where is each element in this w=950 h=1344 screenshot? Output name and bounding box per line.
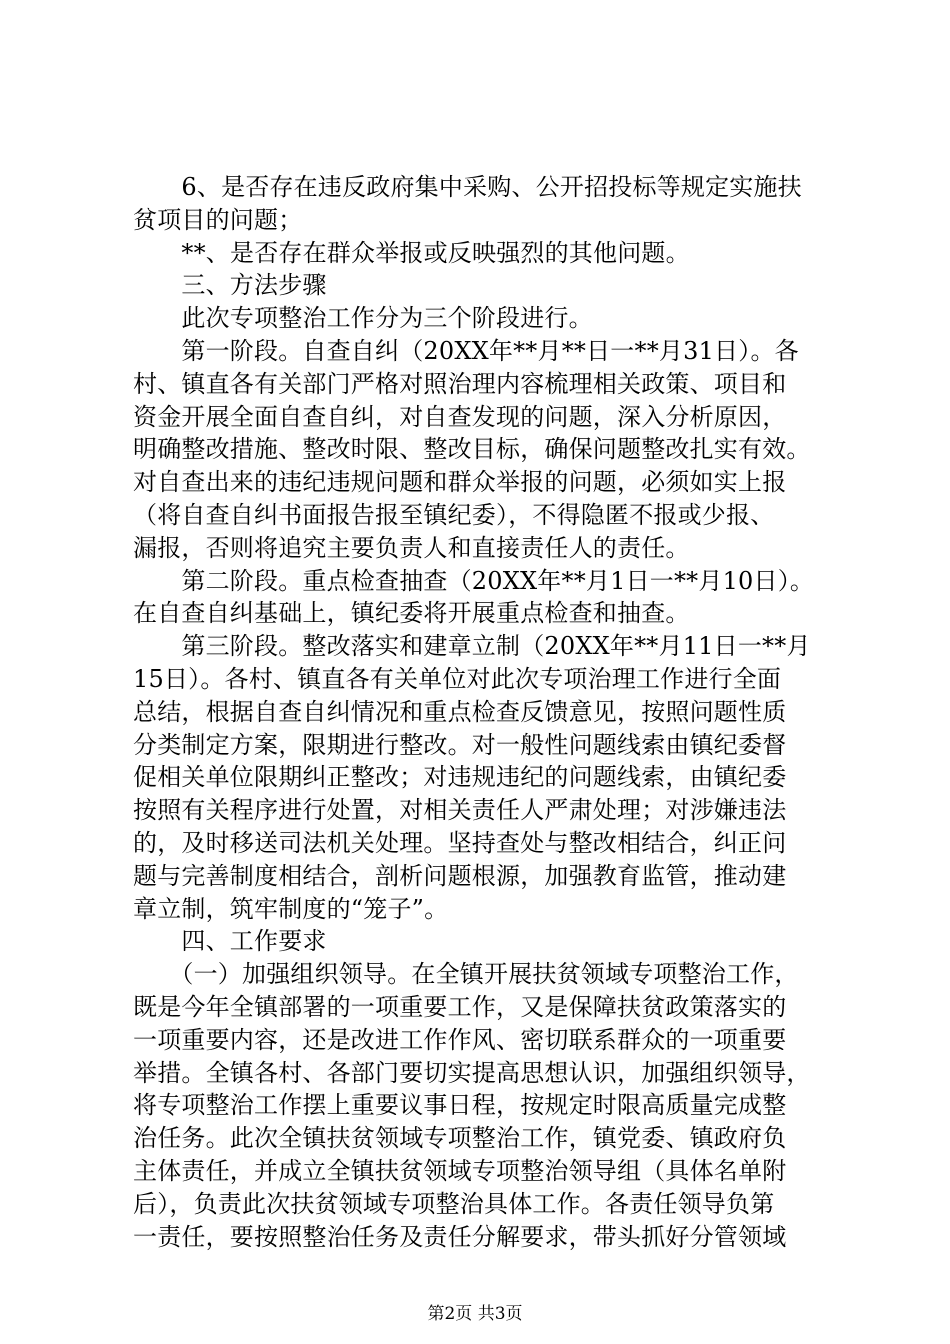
section-heading: 四、工作要求 [133,927,327,956]
text-line: 第三阶段。整改落实和建章立制（20XX年**月11日一**月 [133,632,811,661]
text-line: 村、镇直各有关部门严格对照治理内容梳理相关政策、项目和 [133,369,787,398]
text-line: 分类制定方案，限期进行整改。对一般性问题线索由镇纪委督 [133,730,787,759]
text-line: 促相关单位限期纠正整改；对违规违纪的问题线索，由镇纪委 [133,763,787,792]
text-line: （一）加强组织领导。在全镇开展扶贫领域专项整治工作， [133,960,799,989]
text-line: 既是今年全镇部署的一项重要工作，又是保障扶贫政策落实的 [133,992,787,1021]
text-line: （将自查自纠书面报告报至镇纪委），不得隐匿不报或少报、 [133,500,775,529]
text-line: 题与完善制度相结合，剖析问题根源，加强教育监管，推动建 [133,861,787,890]
text-line: 按照有关程序进行处置，对相关责任人严肃处理；对涉嫌违法 [133,796,787,825]
text-line: 明确整改措施、整改时限、整改目标，确保问题整改扎实有效。 [133,435,811,464]
text-line: 后），负责此次扶贫领域专项整治具体工作。各责任领导负第 [133,1189,775,1218]
document-body [133,171,853,1253]
text-line: 主体责任，并成立全镇扶贫领域专项整治领导组（具体名单附 [133,1156,787,1185]
text-line: 15日）。各村、镇直各有关单位对此次专项治理工作进行全面 [133,664,782,693]
text-line: 对自查出来的违纪违规问题和群众举报的问题，必须如实上报 [133,468,787,497]
text-line: 总结，根据自查自纠情况和重点检查反馈意见，按照问题性质 [133,697,787,726]
text-line: 章立制，筑牢制度的“笼子”。 [133,894,449,923]
text-line: 6、是否存在违反政府集中采购、公开招投标等规定实施扶 [133,173,802,201]
text-line: 第二阶段。重点检查抽查（20XX年**月1日一**月10日）。 [133,566,815,595]
text-line: 一项重要内容，还是改进工作作风、密切联系群众的一项重要 [133,1025,787,1054]
text-line: 此次专项整治工作分为三个阶段进行。 [133,304,593,333]
text-line: 在自查自纠基础上，镇纪委将开展重点检查和抽查。 [133,599,690,628]
text-line: 第一阶段。自查自纠（20XX年**月**日一**月31日）。各 [133,336,799,365]
text-line: 资金开展全面自查自纠，对自查发现的问题，深入分析原因， [133,402,787,431]
text-line: 漏报，否则将追究主要负责人和直接责任人的责任。 [133,533,690,562]
page-number-footer: 第2页 共3页 [427,1304,523,1324]
text-line: 将专项整治工作摆上重要议事日程，按规定时限高质量完成整 [133,1091,787,1120]
text-line: 一责任，要按照整治任务及责任分解要求，带头抓好分管领域 [133,1222,787,1251]
text-line: 治任务。此次全镇扶贫领域专项整治工作，镇党委、镇政府负 [133,1124,787,1153]
text-line: **、是否存在群众举报或反映强烈的其他问题。 [133,238,690,267]
text-line: 的，及时移送司法机关处理。坚持查处与整改相结合，纠正问 [133,828,787,857]
section-heading: 三、方法步骤 [133,271,327,300]
text-line: 贫项目的问题； [133,205,303,234]
text-line: 举措。全镇各村、各部门要切实提高思想认识，加强组织领导， [133,1058,811,1087]
